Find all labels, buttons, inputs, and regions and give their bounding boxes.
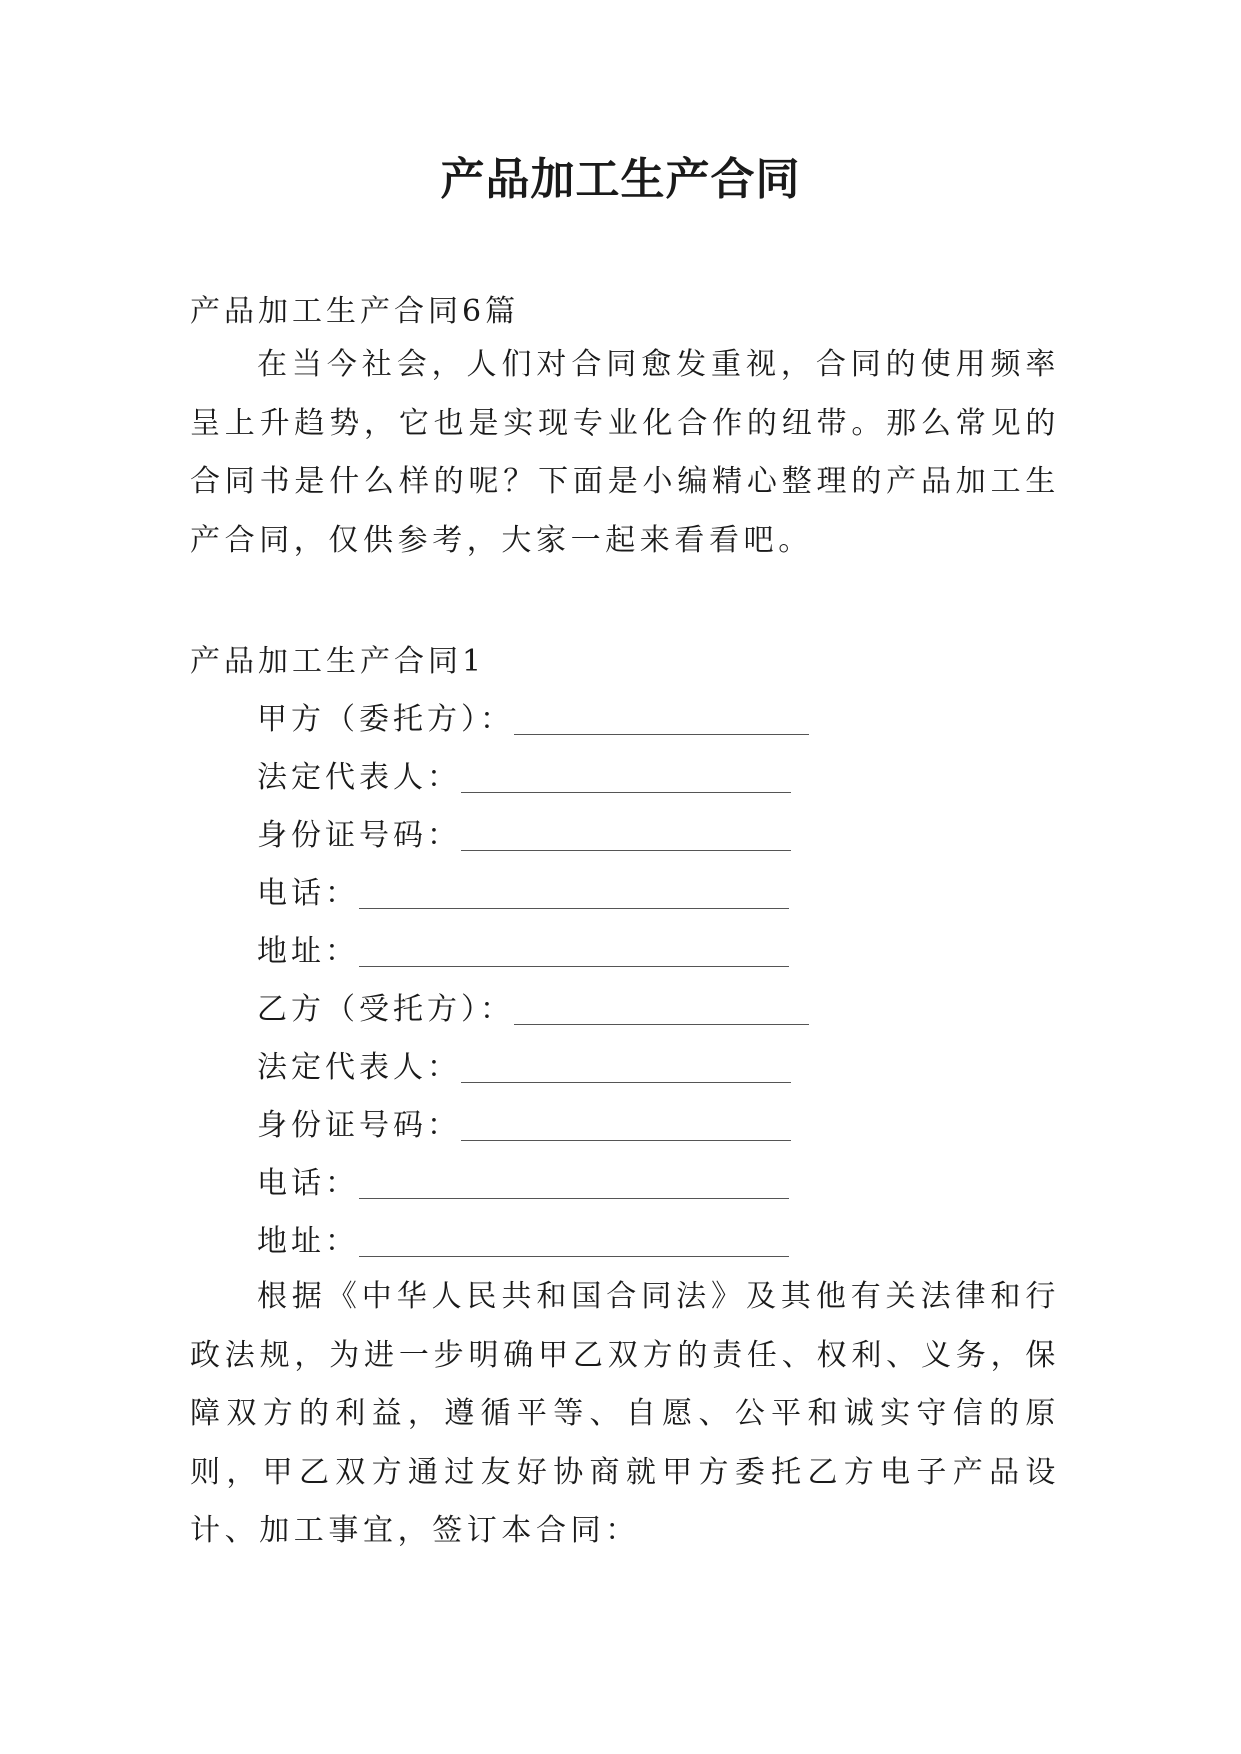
- intro-paragraph: 在当今社会，人们对合同愈发重视，合同的使用频率呈上升趋势，它也是实现专业化合作的纽带。那么常见的合同书是什么样的呢？下面是小编精心整理的产品加工生产合同，仅供参考，大家一起来看看吧。: [190, 347, 1060, 558]
- party-b-phone-blank[interactable]: [359, 1168, 789, 1199]
- party-a-address-blank[interactable]: [359, 936, 789, 967]
- party-a-rep-row: [257, 758, 791, 798]
- party-b-id-blank[interactable]: [461, 1110, 791, 1141]
- section-heading: 产品加工生产合同1: [190, 644, 486, 679]
- party-a-rep-label: 法定代表人：: [257, 760, 461, 795]
- party-b-id-label: 身份证号码：: [257, 1108, 461, 1143]
- party-b-address-label: 地址：: [257, 1224, 359, 1259]
- party-a-row: [257, 700, 809, 740]
- party-a-id-row: [257, 816, 791, 856]
- party-a-rep-blank[interactable]: [461, 762, 791, 793]
- preamble-paragraph: 根据《中华人民共和国合同法》及其他有关法律和行政法规，为进一步明确甲乙双方的责任、权利、义务，保障双方的利益，遵循平等、自愿、公平和诚实守信的原则，甲乙双方通过友好协商就甲方委托乙方电子产品设计、加工事宜，签订本合同：: [190, 1279, 1060, 1548]
- party-a-phone-row: [257, 874, 789, 914]
- party-a-phone-blank[interactable]: [359, 878, 789, 909]
- party-b-phone-label: 电话：: [257, 1166, 359, 1201]
- party-b-address-row: [257, 1222, 789, 1262]
- party-a-blank[interactable]: [514, 704, 809, 735]
- party-a-address-row: [257, 932, 789, 972]
- document-title: 产品加工生产合同: [440, 154, 801, 205]
- party-b-rep-row: [257, 1048, 791, 1088]
- party-a-phone-label: 电话：: [257, 876, 359, 911]
- party-b-rep-blank[interactable]: [461, 1052, 791, 1083]
- party-b-rep-label: 法定代表人：: [257, 1050, 461, 1085]
- party-a-label: 甲方（委托方）：: [257, 702, 514, 737]
- document-subtitle: 产品加工生产合同6篇: [190, 294, 520, 329]
- party-a-id-label: 身份证号码：: [257, 818, 461, 853]
- party-b-phone-row: [257, 1164, 789, 1204]
- party-b-address-blank[interactable]: [359, 1226, 789, 1257]
- party-b-blank[interactable]: [514, 994, 809, 1025]
- party-b-row: [257, 990, 809, 1030]
- party-a-id-blank[interactable]: [461, 820, 791, 851]
- party-b-label: 乙方（受托方）：: [257, 992, 514, 1027]
- party-a-address-label: 地址：: [257, 934, 359, 969]
- party-b-id-row: [257, 1106, 791, 1146]
